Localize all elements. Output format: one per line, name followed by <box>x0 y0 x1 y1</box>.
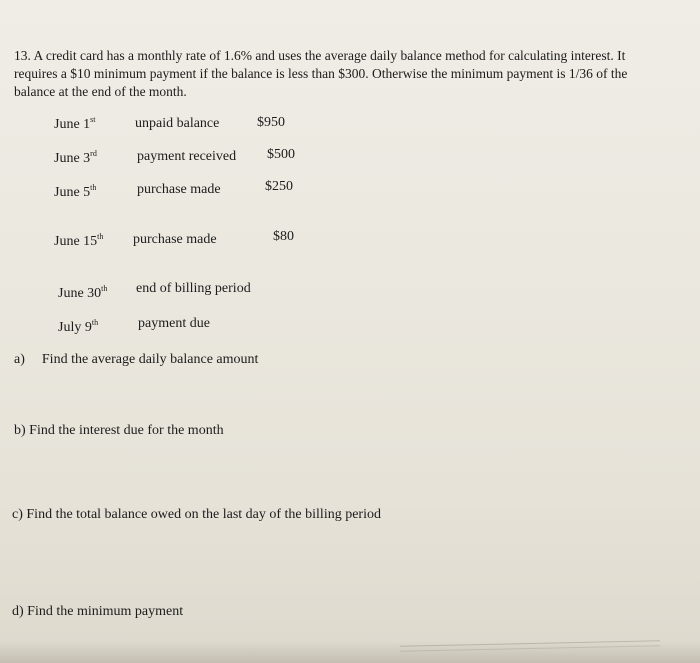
question-label: c) <box>12 507 23 522</box>
schedule-description: payment due <box>138 316 210 331</box>
schedule-description: payment received <box>137 149 237 164</box>
date-suffix: th <box>91 318 99 327</box>
schedule-date <box>58 286 107 302</box>
question-label: b) <box>14 423 26 438</box>
question-text: Find the average daily balance amount <box>41 352 259 367</box>
question-b <box>14 423 224 439</box>
schedule-description: purchase made <box>137 182 221 197</box>
date-month: June <box>54 185 80 200</box>
date-day: 1 <box>83 117 91 132</box>
date-month: June <box>54 151 80 166</box>
schedule-date <box>54 117 96 133</box>
schedule-description: purchase made <box>133 232 217 247</box>
date-day: 15 <box>83 234 98 249</box>
question-d <box>12 604 183 620</box>
schedule-amount: $250 <box>265 179 293 194</box>
schedule-date <box>54 185 96 201</box>
question-c <box>12 507 381 523</box>
question-text: Find the interest due for the month <box>29 423 224 438</box>
problem-line: requires a $10 minimum payment if the balance is less than $300. Otherwise the minimum payment is 1/36 of the <box>14 66 628 81</box>
schedule-description: end of billing period <box>136 281 251 296</box>
date-day: 5 <box>83 185 91 200</box>
date-suffix: th <box>90 183 97 192</box>
problem-line: 13. A credit card has a monthly rate of 1.6% and uses the average daily balance method for calculating interest. It <box>14 48 626 63</box>
question-label: d) <box>12 604 24 619</box>
question-a <box>14 352 258 368</box>
date-suffix: st <box>90 115 96 124</box>
date-day: 9 <box>84 320 92 335</box>
schedule-amount: $500 <box>267 147 295 162</box>
question-text: Find the total balance owed on the last day of the billing period <box>26 507 381 522</box>
question-text: Find the minimum payment <box>27 604 184 619</box>
date-month: June <box>54 117 80 132</box>
question-label: a) <box>14 352 25 367</box>
date-month: July <box>58 320 82 335</box>
problem-statement <box>14 47 664 101</box>
date-day: 3 <box>83 151 91 166</box>
schedule-date <box>54 234 103 250</box>
date-suffix: rd <box>90 149 97 158</box>
page-shadow <box>0 641 700 663</box>
date-day: 30 <box>87 286 102 301</box>
schedule-date <box>58 320 98 336</box>
date-month: June <box>54 234 80 249</box>
schedule-amount: $950 <box>257 115 285 130</box>
schedule-description: unpaid balance <box>135 116 220 131</box>
date-suffix: th <box>101 284 108 293</box>
date-month: June <box>58 286 84 301</box>
problem-line: balance at the end of the month. <box>14 84 187 99</box>
schedule-amount: $80 <box>273 229 294 244</box>
date-suffix: th <box>97 232 104 241</box>
schedule-date <box>54 151 97 167</box>
